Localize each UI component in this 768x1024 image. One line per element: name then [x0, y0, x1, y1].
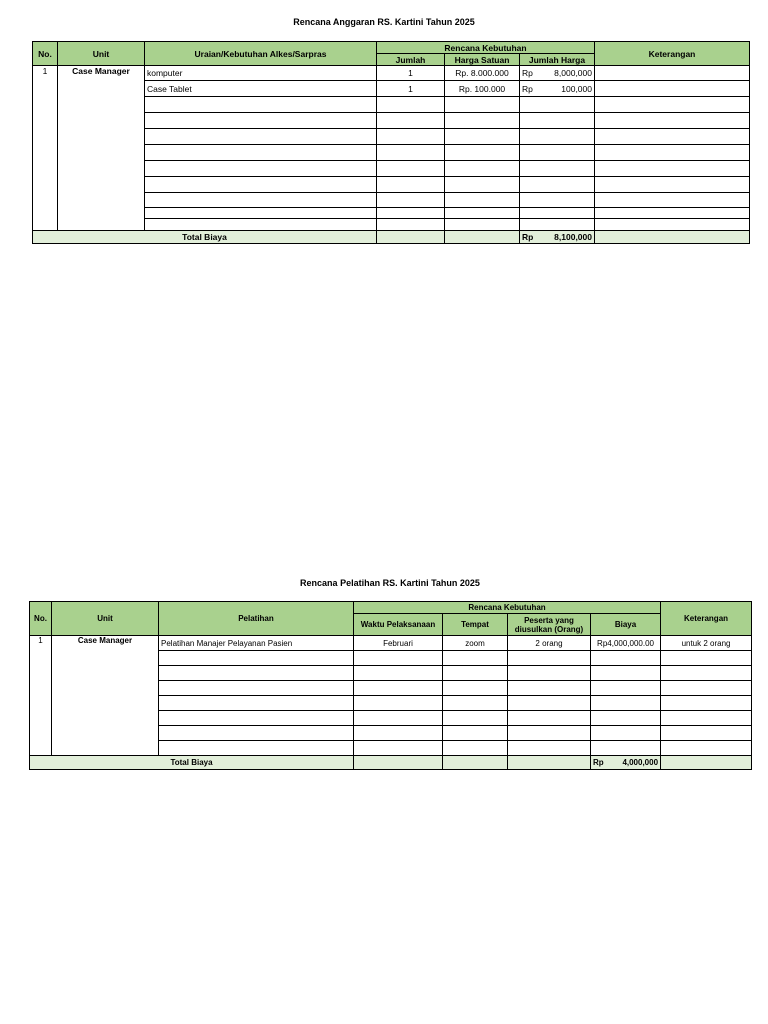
training-table — [29, 601, 752, 770]
unit-price-cell: Rp. 100.000 — [445, 81, 520, 97]
row-number: 1 — [33, 66, 58, 231]
col-header-no: No. — [30, 602, 52, 636]
training-header-row — [30, 602, 752, 614]
col-header-unit-price: Harga Satuan — [445, 54, 520, 66]
currency-label: Rp — [593, 758, 604, 767]
total-amount-cell — [520, 231, 595, 244]
total-amount-cell — [591, 756, 661, 770]
budget-header-row — [33, 42, 750, 54]
col-header-time: Waktu Pelaksanaan — [354, 614, 443, 636]
participants-cell: 2 orang — [508, 636, 591, 651]
row-number: 1 — [30, 636, 52, 756]
col-header-place: Tempat — [443, 614, 508, 636]
col-header-total-price: Jumlah Harga — [520, 54, 595, 66]
amount-value: 8,000,000 — [554, 68, 592, 78]
total-amount-value: 8,100,000 — [554, 232, 592, 242]
unit-cell: Case Manager — [52, 636, 159, 756]
time-cell: Februari — [354, 636, 443, 651]
budget-total-row — [33, 231, 750, 244]
place-cell: zoom — [443, 636, 508, 651]
note-cell — [595, 66, 750, 81]
col-header-no: No. — [33, 42, 58, 66]
total-label: Total Biaya — [30, 756, 354, 770]
table-row — [30, 636, 752, 651]
training-total-row — [30, 756, 752, 770]
unit-cell: Case Manager — [58, 66, 145, 231]
total-label: Total Biaya — [33, 231, 377, 244]
col-header-qty: Jumlah — [377, 54, 445, 66]
col-header-note: Keterangan — [661, 602, 752, 636]
budget-title: Rencana Anggaran RS. Kartini Tahun 2025 — [293, 17, 475, 27]
qty-cell: 1 — [377, 66, 445, 81]
training-cell: Pelatihan Manajer Pelayanan Pasien — [159, 636, 354, 651]
table-row — [33, 66, 750, 81]
col-header-item: Uraian/Kebutuhan Alkes/Sarpras — [145, 42, 377, 66]
cost-cell: Rp4,000,000.00 — [591, 636, 661, 651]
amount-value: 100,000 — [561, 83, 592, 94]
col-header-note: Keterangan — [595, 42, 750, 66]
item-cell: Case Tablet — [145, 81, 377, 97]
col-header-unit: Unit — [58, 42, 145, 66]
budget-table — [32, 41, 750, 244]
unit-price-cell: Rp. 8.000.000 — [445, 66, 520, 81]
total-price-cell — [520, 81, 595, 97]
currency-label: Rp — [522, 232, 534, 242]
col-header-unit: Unit — [52, 602, 159, 636]
note-cell — [595, 81, 750, 97]
col-header-training: Pelatihan — [159, 602, 354, 636]
col-header-cost: Biaya — [591, 614, 661, 636]
total-amount-value: 4,000,000 — [622, 758, 659, 767]
currency-label: Rp — [522, 68, 533, 78]
col-header-participants: Peserta yang diusulkan (Orang) — [508, 614, 591, 636]
qty-cell: 1 — [377, 81, 445, 97]
training-title: Rencana Pelatihan RS. Kartini Tahun 2025 — [300, 578, 480, 588]
note-cell: untuk 2 orang — [661, 636, 752, 651]
col-header-group: Rencana Kebutuhan — [377, 42, 595, 54]
currency-label: Rp — [522, 83, 533, 94]
col-header-group: Rencana Kebutuhan — [354, 602, 661, 614]
total-price-cell — [520, 66, 595, 81]
item-cell: komputer — [145, 66, 377, 81]
